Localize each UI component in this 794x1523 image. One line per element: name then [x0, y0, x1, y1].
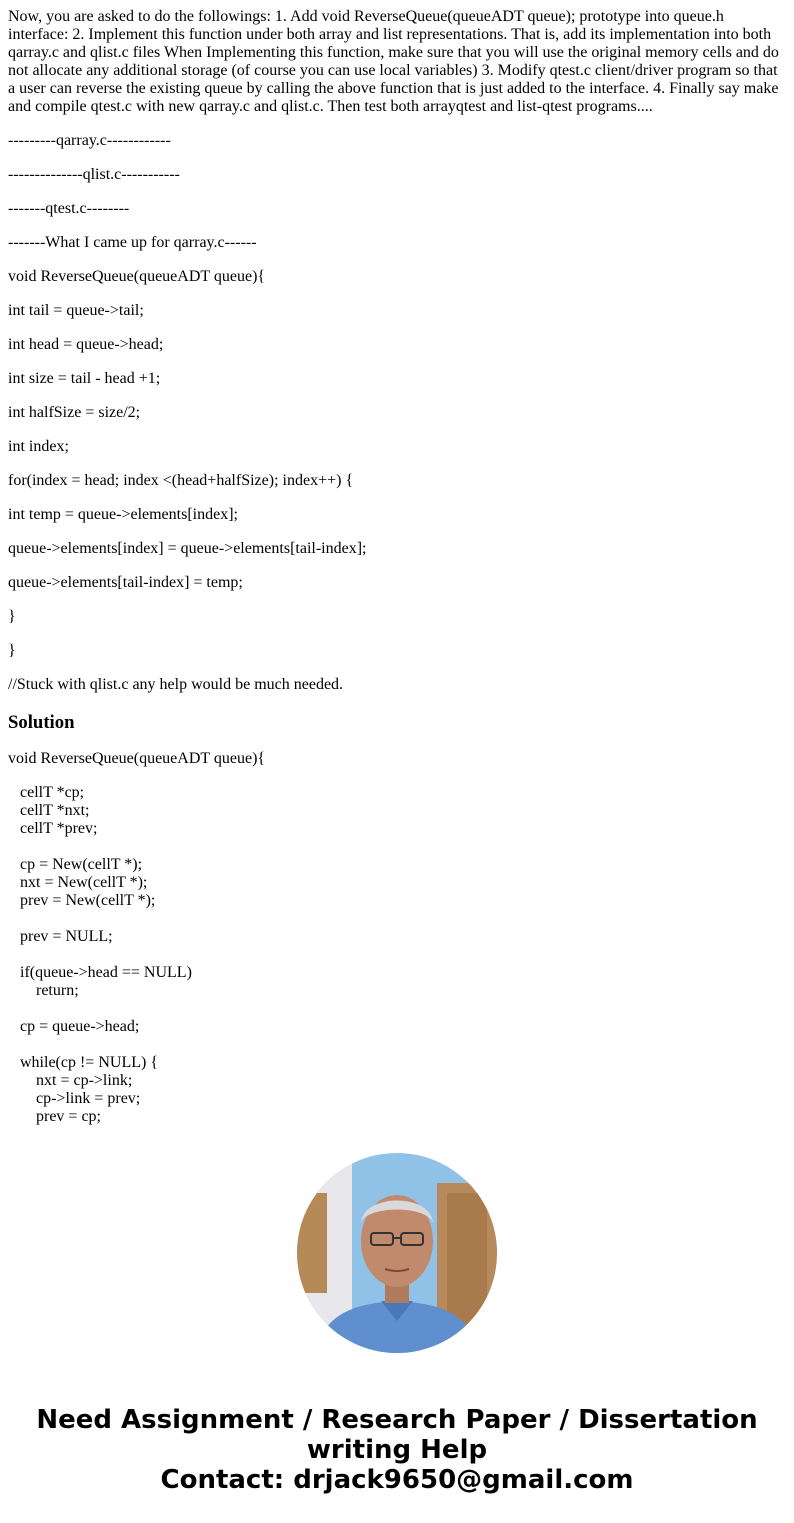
solution-code-line	[8, 1036, 786, 1054]
author-avatar	[297, 1153, 497, 1353]
question-line: int index;	[8, 438, 69, 455]
solution-code-line: while(cp != NULL) {	[8, 1054, 158, 1071]
question-line: -------What I came up for qarray.c------	[8, 234, 257, 251]
solution-code-line	[8, 946, 786, 964]
solution-code-line: return;	[8, 982, 79, 999]
solution-code-lead: void ReverseQueue(queueADT queue){	[8, 750, 266, 767]
question-line: int tail = queue->tail;	[8, 302, 144, 319]
question-intro: Now, you are asked to do the followings: 1. Add void ReverseQueue(queueADT queue); prototype into queue.h interface: 2. Implement this function under both array and list representations. That is, add its implementation into both qarray.c and qlist.c files When Implementing this function, make sure that you will use the original memory cells and do not allocate any additional storage (of course you can use local variables) 3. Modify qtest.c client/driver program so that a user can reverse the existing queue by calling the above function that is just added to the interface. 4. Finally say make and compile qtest.c with new qarray.c and qlist.c. Then test both arrayqtest and list-qtest programs....	[8, 8, 779, 115]
solution-code-line: nxt = New(cellT *);	[8, 874, 148, 891]
solution-code-line: prev = New(cellT *);	[8, 892, 156, 909]
promo-line-2: writing Help	[306, 1435, 488, 1465]
question-line: }	[8, 642, 16, 659]
solution-code-line	[8, 838, 786, 856]
promo-line-1: Need Assignment / Research Paper / Dissertation	[36, 1405, 758, 1435]
solution-code-line: cp->link = prev;	[8, 1090, 141, 1107]
question-line: ---------qarray.c------------	[8, 132, 171, 149]
question-line: for(index = head; index <(head+halfSize); index++) {	[8, 472, 354, 489]
solution-code-line: cellT *nxt;	[8, 802, 90, 819]
question-line: queue->elements[tail-index] = temp;	[8, 574, 243, 591]
question-line: }	[8, 608, 16, 625]
promo-contact: Contact: drjack9650@gmail.com	[160, 1465, 634, 1495]
promo-banner	[0, 1405, 794, 1495]
solution-code-line: cp = queue->head;	[8, 1018, 140, 1035]
question-line: int temp = queue->elements[index];	[8, 506, 238, 523]
solution-code-line: nxt = cp->link;	[8, 1072, 133, 1089]
question-line: --------------qlist.c-----------	[8, 166, 180, 183]
person-photo-icon	[297, 1153, 497, 1353]
article-content	[8, 8, 786, 1147]
question-line: queue->elements[index] = queue->elements[tail-index];	[8, 540, 367, 557]
solution-code-line: cellT *prev;	[8, 820, 98, 837]
question-line: -------qtest.c--------	[8, 200, 130, 217]
question-line: int size = tail - head +1;	[8, 370, 161, 387]
question-body	[8, 132, 786, 694]
solution-code-line: if(queue->head == NULL)	[8, 964, 192, 981]
solution-code-line	[8, 1000, 786, 1018]
question-line: void ReverseQueue(queueADT queue){	[8, 268, 266, 285]
solution-code-line	[8, 910, 786, 928]
solution-code-line: cellT *cp;	[8, 784, 85, 801]
solution-code-line: prev = cp;	[8, 1108, 101, 1125]
question-line: int head = queue->head;	[8, 336, 164, 353]
solution-heading: Solution	[8, 712, 75, 733]
solution-code-line: cp = New(cellT *);	[8, 856, 143, 873]
question-line: //Stuck with qlist.c any help would be much needed.	[8, 676, 344, 693]
solution-code-block	[8, 784, 786, 1147]
question-line: int halfSize = size/2;	[8, 404, 141, 421]
solution-code-line: prev = NULL;	[8, 928, 113, 945]
